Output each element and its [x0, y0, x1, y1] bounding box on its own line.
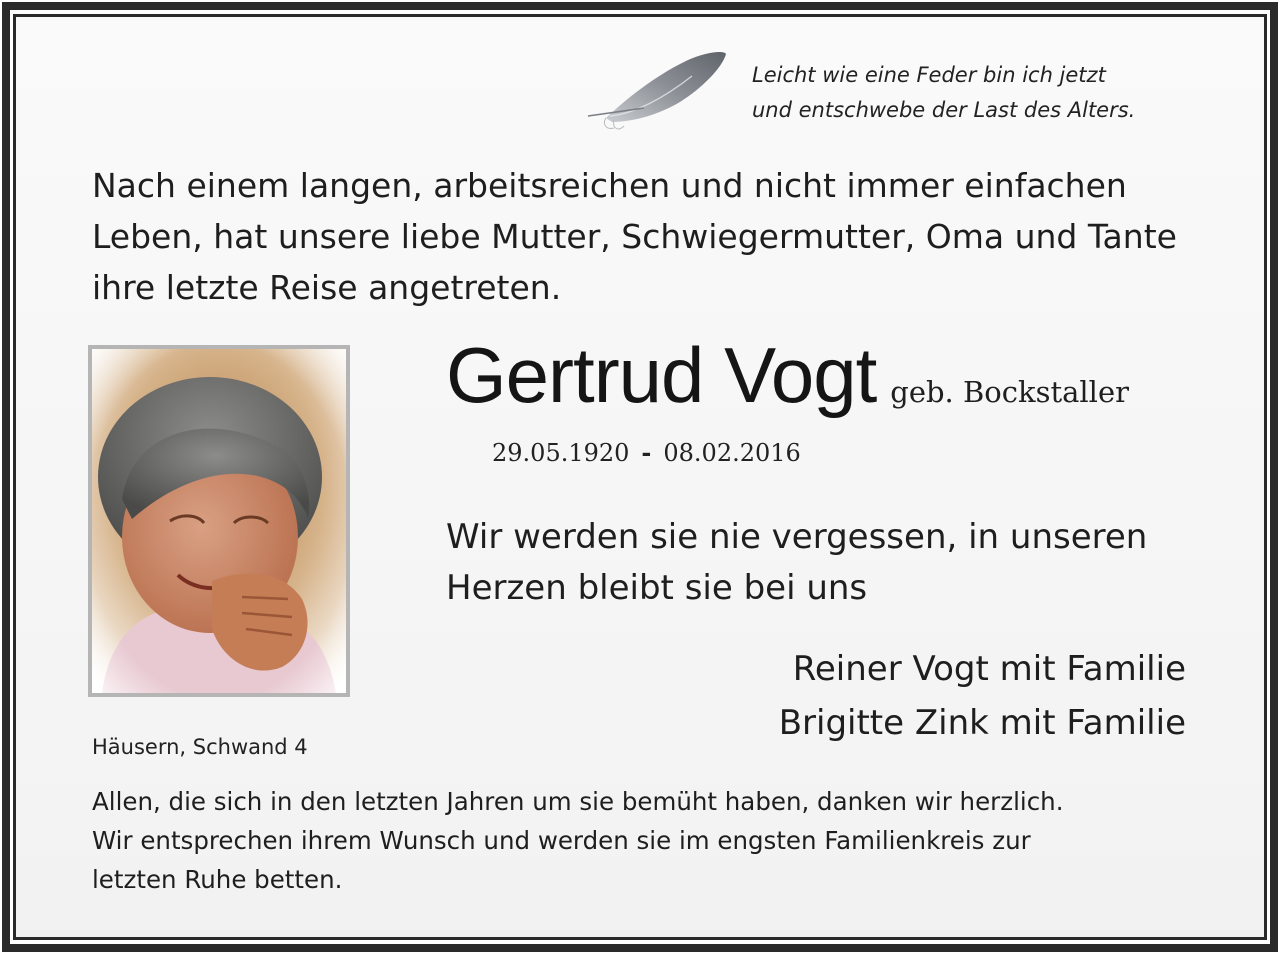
motto-line-2: und entschwebe der Last des Alters.	[752, 98, 1136, 122]
address: Häusern, Schwand 4	[92, 735, 308, 759]
mourner-1: Reiner Vogt mit Familie	[792, 649, 1186, 689]
date-separator: -	[641, 438, 652, 467]
remembrance-line-2: Herzen bleibt sie bei uns	[446, 568, 868, 608]
thanks-line-3: letzten Ruhe betten.	[92, 865, 343, 894]
remembrance-line-1: Wir werden sie nie vergessen, in unseren	[446, 517, 1148, 557]
intro-line-3: ihre letzte Reise angetreten.	[92, 268, 562, 307]
deceased-name: Gertrud Vogt	[446, 331, 877, 419]
mourners	[779, 642, 1186, 750]
life-dates	[492, 438, 801, 467]
mourner-2: Brigitte Zink mit Familie	[778, 703, 1186, 743]
death-date: 08.02.2016	[663, 439, 801, 467]
thanks-line-1: Allen, die sich in den letzten Jahren um sie bemüht haben, danken wir herzlich.	[92, 787, 1064, 816]
birth-date: 29.05.1920	[492, 439, 630, 467]
maiden-name: geb. Bockstaller	[890, 375, 1129, 409]
intro-line-2: Leben, hat unsere liebe Mutter, Schwiegermutter, Oma und Tante	[92, 217, 1177, 256]
intro-text	[92, 160, 1202, 313]
remembrance-text	[446, 512, 1147, 614]
thanks-line-2: Wir entsprechen ihrem Wunsch und werden sie im engsten Familienkreis zur	[92, 826, 1031, 855]
intro-line-1: Nach einem langen, arbeitsreichen und nicht immer einfachen	[92, 166, 1127, 205]
thanks-text	[92, 782, 1202, 899]
motto-line-1: Leicht wie eine Feder bin ich jetzt	[752, 63, 1106, 87]
portrait-photo	[88, 345, 350, 697]
feather-icon	[584, 46, 734, 138]
motto-quote	[752, 58, 1135, 128]
deceased-name-line	[446, 330, 1129, 421]
